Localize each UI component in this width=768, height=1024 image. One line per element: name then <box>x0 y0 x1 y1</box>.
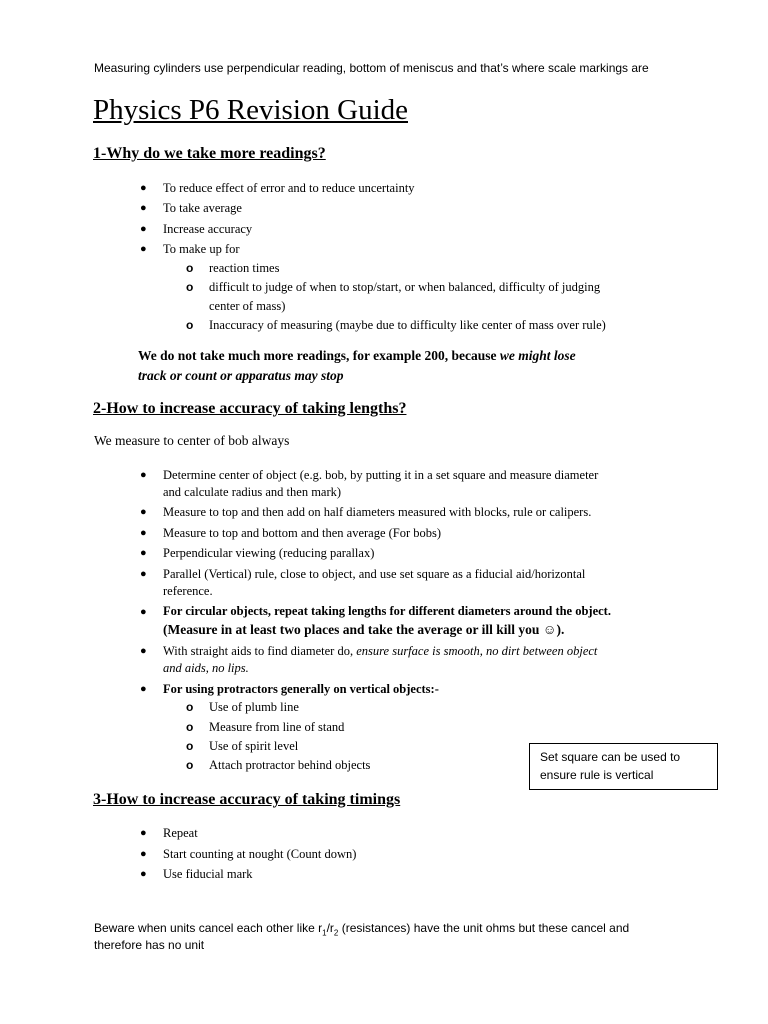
list-item-italic-text: and aids, no lips. <box>163 661 249 675</box>
list-item: Measure to top and bottom and then average (For bobs) <box>163 526 442 540</box>
note-text: We do not take much more readings, for example 200, because <box>138 348 500 363</box>
list-item-continued: reference. <box>163 584 213 598</box>
bullet-icon: ● <box>140 243 147 255</box>
bullet-icon: ● <box>140 606 147 618</box>
list-item: Increase accuracy <box>163 222 253 236</box>
sub-bullet-icon: o <box>186 280 194 294</box>
section-1-heading: 1-Why do we take more readings? <box>93 145 326 162</box>
subscript: 1 <box>322 928 327 938</box>
sub-list-item: Inaccuracy of measuring (maybe due to difficulty like center of mass over rule) <box>209 318 606 332</box>
list-item-bold: For circular objects, repeat taking lengths for different diameters around the object. <box>163 604 611 618</box>
sub-bullet-icon: o <box>186 700 194 714</box>
bullet-icon: ● <box>140 469 147 481</box>
section-2-intro: We measure to center of bob always <box>94 433 290 448</box>
section-2-heading: 2-How to increase accuracy of taking lengths? <box>93 400 407 417</box>
bullet-icon: ● <box>140 848 147 860</box>
bullet-icon: ● <box>140 527 147 539</box>
bullet-icon: ● <box>140 547 147 559</box>
bullet-icon: ● <box>140 182 147 194</box>
boxed-note-line: ensure rule is vertical <box>540 768 654 782</box>
note-italic-text: we might lose <box>499 348 576 363</box>
sub-list-item: difficult to judge of when to stop/start, or when balanced, difficulty of judging <box>209 280 601 294</box>
section-1-note <box>138 346 678 386</box>
list-item: Determine center of object (e.g. bob, by putting it in a set square and measure diameter <box>163 468 599 482</box>
sub-list-item: Attach protractor behind objects <box>209 758 371 772</box>
bottom-note-text: Beware when units cancel each other like r <box>94 921 323 935</box>
page-title: Physics P6 Revision Guide <box>93 94 408 126</box>
bullet-icon: ● <box>140 568 147 580</box>
bullet-icon: ● <box>140 506 147 518</box>
list-item: Repeat <box>163 826 198 840</box>
list-item-bold: For using protractors generally on vertical objects:- <box>163 682 439 696</box>
sub-bullet-icon: o <box>186 720 194 734</box>
list-item: Measure to top and then add on half diameters measured with blocks, rule or calipers. <box>163 505 592 519</box>
subscript: 2 <box>333 928 339 938</box>
bullet-icon: ● <box>140 202 147 214</box>
list-item-continued <box>163 659 249 677</box>
list-item-bold-continued: (Measure in at least two places and take the average or ill kill you ☺). <box>163 622 565 637</box>
note-italic-text: track or count or apparatus may stop <box>138 368 344 383</box>
list-item: Start counting at nought (Count down) <box>163 847 357 861</box>
bullet-icon: ● <box>140 683 147 695</box>
bullet-icon: ● <box>140 223 147 235</box>
list-item: To reduce effect of error and to reduce uncertainty <box>163 181 415 195</box>
sub-bullet-icon: o <box>186 739 194 753</box>
top-note: Measuring cylinders use perpendicular reading, bottom of meniscus and that’s where scale markings are <box>94 61 649 75</box>
bottom-note-line <box>94 920 694 937</box>
bullet-icon: ● <box>140 868 147 880</box>
sub-list-item-continued: center of mass) <box>209 299 286 313</box>
sub-bullet-icon: o <box>186 261 194 275</box>
list-item-continued: and calculate radius and then mark) <box>163 485 342 499</box>
bullet-icon: ● <box>140 827 147 839</box>
bottom-note-line: therefore has no unit <box>94 938 205 952</box>
section-3-heading: 3-How to increase accuracy of taking timings <box>93 791 401 808</box>
list-item: To take average <box>163 201 242 215</box>
bottom-note-text: (resistances) have the unit ohms but these cancel and <box>338 921 630 935</box>
bullet-icon: ● <box>140 645 147 657</box>
list-item: Parallel (Vertical) rule, close to object, and use set square as a fiducial aid/horizontal <box>163 567 586 581</box>
list-item-text: With straight aids to find diameter do, <box>163 644 357 658</box>
list-item: Perpendicular viewing (reducing parallax) <box>163 546 375 560</box>
sub-list-item: reaction times <box>209 261 280 275</box>
sub-bullet-icon: o <box>186 318 194 332</box>
sub-list-item: Use of plumb line <box>209 700 299 714</box>
sub-list-item: Use of spirit level <box>209 739 299 753</box>
list-item <box>163 642 597 660</box>
bottom-note-text: /r <box>326 921 334 935</box>
list-item: Use fiducial mark <box>163 867 253 881</box>
boxed-note <box>529 743 718 790</box>
sub-list-item: Measure from line of stand <box>209 720 345 734</box>
list-item-italic-text: ensure surface is smooth, no dirt between object <box>356 644 598 658</box>
boxed-note-line: Set square can be used to <box>540 750 681 764</box>
list-item: To make up for <box>163 242 240 256</box>
bottom-note <box>94 920 694 954</box>
sub-bullet-icon: o <box>186 758 194 772</box>
